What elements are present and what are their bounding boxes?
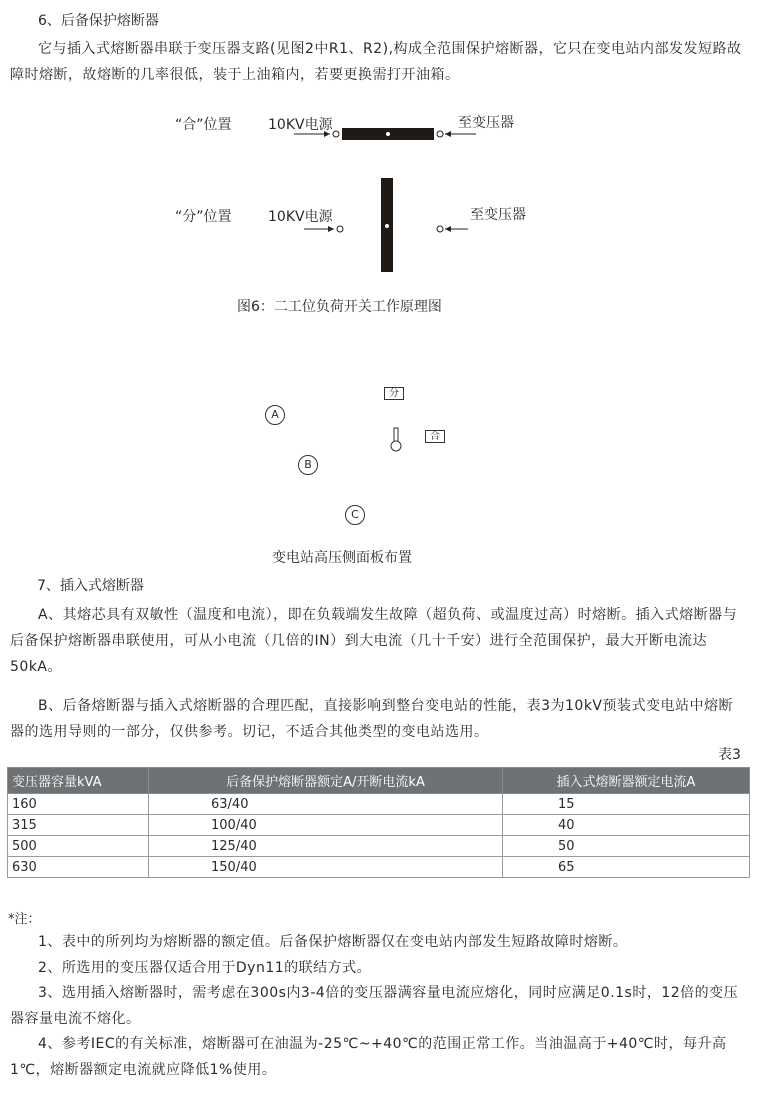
column-header-plugin-fuse: 插入式熔断器额定电流A	[503, 768, 750, 794]
arrow-right-icon	[328, 226, 334, 232]
arrow-right-icon	[324, 131, 330, 137]
note-1: 1、表中的所列均为熔断器的额定值。后备保护熔断器仅在变电站内部发生短路故障时熔断。	[38, 934, 628, 950]
column-header-backup-fuse: 后备保护熔断器额定A/开断电流kA	[149, 768, 503, 794]
plugin-fuse-cell: 40	[503, 815, 750, 836]
arrow-left-icon	[445, 131, 451, 137]
table-row	[8, 794, 750, 815]
backup-fuse-cell: 125/40	[149, 836, 503, 857]
capacity-cell: 500	[8, 836, 149, 857]
capacity-cell: 315	[8, 815, 149, 836]
table-row	[8, 857, 750, 878]
source-terminal-icon	[333, 131, 339, 137]
open-indicator-box: 分	[384, 387, 404, 400]
transformer-label-open: 至变压器	[470, 207, 526, 223]
note-4: 4、参考IEC的有关标准，熔断器可在油温为-25℃~+40℃的范围正常工作。当油温高于+40℃时，每升高1℃，熔断器额定电流就应降低1%使用。	[10, 1036, 727, 1078]
note-3: 3、选用插入熔断器时，需考虑在300s内3-4倍的变压器满容量电流应熔化，同时应满足0.1s时，12倍的变压器容量电流不熔化。	[10, 985, 739, 1027]
plugin-fuse-cell: 50	[503, 836, 750, 857]
capacity-cell: 630	[8, 857, 149, 878]
table-row	[8, 815, 750, 836]
backup-fuse-cell: 63/40	[149, 794, 503, 815]
circle-b-label: B	[298, 455, 318, 475]
section-7-para-b: B、后备熔断器与插入式熔断器的合理匹配，直接影响到整台变电站的性能，表3为10kV预装式变电站中熔断器的选用导则的一部分，仅供参考。切记，不适合其他类型的变电站选用。	[10, 698, 734, 740]
table-header-row	[8, 768, 750, 794]
section-7-heading: 7、插入式熔断器	[37, 578, 144, 594]
close-indicator-box: 合	[425, 430, 445, 443]
pivot-icon	[386, 132, 390, 136]
open-position-label: “分”位置	[175, 209, 232, 225]
operating-handle-icon	[388, 426, 404, 454]
arrow-left-icon	[445, 226, 451, 232]
circle-a-label: A	[265, 405, 285, 425]
plugin-fuse-cell: 15	[503, 794, 750, 815]
circle-c-label: C	[345, 505, 365, 525]
table-row	[8, 836, 750, 857]
section-7-para-a: A、其熔芯具有双敏性（温度和电流），即在负载端发生故障（超负荷、或温度过高）时熔断。插入式熔断器与后备保护熔断器串联使用，可从小电流（几倍的IN）到大电流（几十千安）进行全范围保护，最大开断电流达50kA。	[10, 607, 738, 675]
transformer-label-closed: 至变压器	[458, 115, 514, 131]
pivot-icon	[385, 224, 389, 228]
section-6-body: 它与插入式熔断器串联于变压器支路(见图2中R1、R2),构成全范围保护熔断器，它只在变电站内部发发短路故障时熔断，故熔断的几率很低，装于上油箱内，若要更换需打开油箱。	[10, 41, 742, 83]
backup-fuse-cell: 150/40	[149, 857, 503, 878]
panel-layout-caption: 变电站高压侧面板布置	[272, 550, 412, 566]
notes-heading: *注：	[8, 912, 41, 927]
section-6-heading: 6、后备保护熔断器	[38, 13, 159, 29]
transformer-terminal-icon	[437, 226, 443, 232]
source-terminal-icon	[337, 226, 343, 232]
transformer-terminal-icon	[437, 131, 443, 137]
source-label-open: 10KV电源	[268, 209, 333, 225]
table-3-label: 表3	[718, 747, 741, 763]
fuse-selection-table	[7, 767, 750, 878]
open-switch-diagram	[290, 176, 480, 276]
plugin-fuse-cell: 65	[503, 857, 750, 878]
note-2: 2、所选用的变压器仅适合用于Dyn11的联结方式。	[38, 960, 372, 976]
capacity-cell: 160	[8, 794, 149, 815]
closed-switch-diagram	[290, 126, 480, 142]
figure-6-caption: 图6：二工位负荷开关工作原理图	[237, 299, 442, 315]
closed-position-label: “合”位置	[175, 117, 232, 133]
column-header-capacity: 变压器容量kVA	[8, 768, 149, 794]
source-label-closed: 10KV电源	[268, 117, 333, 133]
backup-fuse-cell: 100/40	[149, 815, 503, 836]
